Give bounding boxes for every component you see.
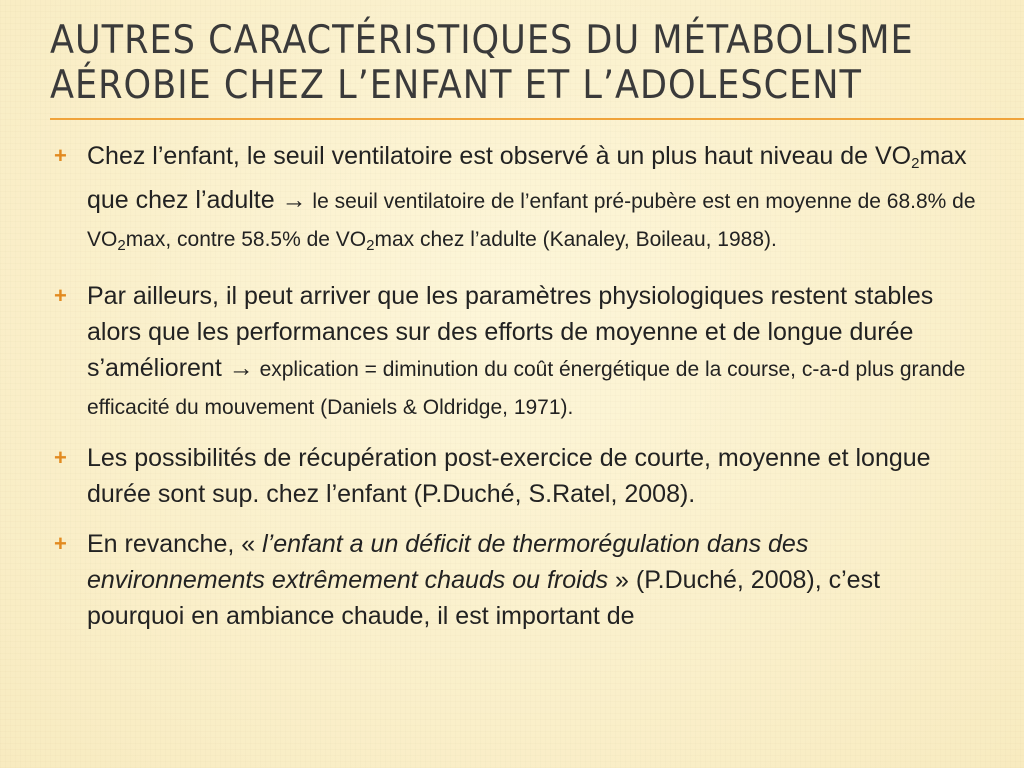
- bullet-item-1: [50, 138, 980, 264]
- bullet-4-quote: l’enfant a un déficit de thermorégulation dans des environnements extrêmement chauds ou froids: [87, 530, 809, 594]
- slide-body: [50, 138, 980, 648]
- bullet-item-3: [50, 440, 980, 512]
- plus-bullet-icon: +: [54, 143, 67, 168]
- bullet-3-text: Les possibilités de récupération post-exercice de courte, moyenne et longue durée sont sup. chez l’enfant (P.Duché, S.Ratel, 2008).: [87, 444, 931, 508]
- bullet-1-detail-b: max, contre 58.5% de VO: [125, 228, 367, 251]
- bullet-1-text-a: Chez l’enfant, le seuil ventilatoire est observé à un plus haut niveau de VO: [87, 142, 912, 170]
- subscript-2: 2: [117, 237, 126, 254]
- bullet-2-text: Par ailleurs, il peut arriver que les paramètres physiologiques restent stables alors que les performances sur des efforts de moyenne et de longue durée s’améliorent: [87, 282, 934, 382]
- title-divider: [50, 118, 1024, 120]
- bullet-item-4: [50, 526, 980, 634]
- slide-title-line-1: AUTRES CARACTÉRISTIQUES DU MÉTABOLISME: [50, 18, 914, 63]
- plus-bullet-icon: +: [54, 531, 67, 556]
- plus-bullet-icon: +: [54, 283, 67, 308]
- bullet-2-detail: explication = diminution du coût énergétique de la course, c-a-d plus grande efficacité du mouvement (Daniels & Oldridge, 1971).: [87, 358, 966, 419]
- bullet-4-text-a: En revanche, «: [87, 530, 263, 558]
- plus-bullet-icon: +: [54, 445, 67, 470]
- slide-title-line-2: AÉROBIE CHEZ L’ENFANT ET L’ADOLESCENT: [50, 63, 862, 108]
- slide-title: [50, 18, 1010, 108]
- subscript-2: 2: [366, 237, 375, 254]
- bullet-1-detail-a: le seuil ventilatoire de l’enfant pré-pubère est en moyenne de 68.8% de VO: [87, 190, 976, 251]
- bullet-item-2: [50, 278, 980, 426]
- right-arrow-icon: →: [281, 186, 307, 214]
- subscript-2: 2: [911, 155, 920, 172]
- bullet-1-detail-c: max chez l’adulte (Kanaley, Boileau, 1988).: [374, 228, 777, 251]
- bullet-1-text-b: max que chez l’adulte: [87, 142, 967, 214]
- bullet-4-text-b: » (P.Duché, 2008), c’est pourquoi en ambiance chaude, il est important de: [87, 566, 881, 630]
- right-arrow-icon: →: [228, 354, 254, 382]
